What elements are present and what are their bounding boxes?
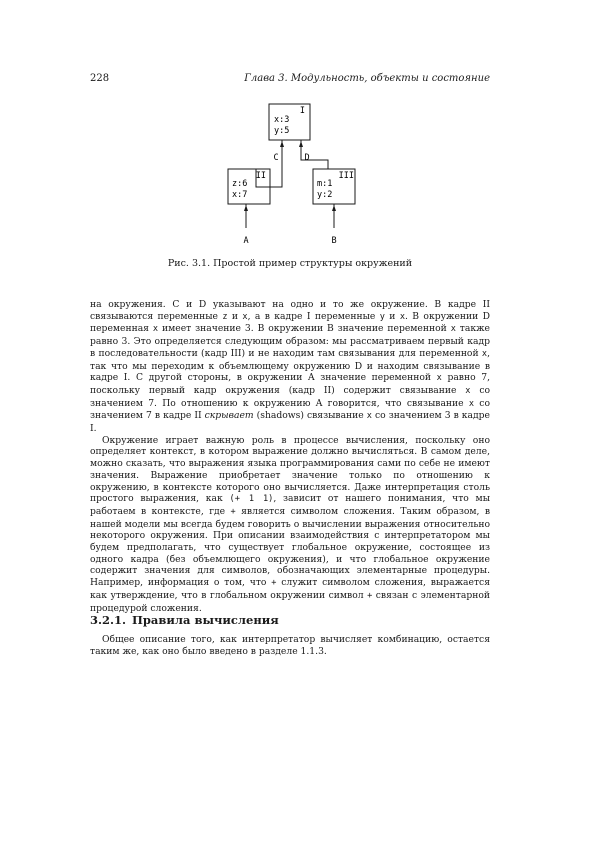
arrowhead-II-to-I xyxy=(280,141,284,147)
arrowhead-B xyxy=(332,205,336,211)
environment-diagram-svg xyxy=(220,100,380,250)
section-paragraph: Общее описание того, как интерпретатор вычисляет комбинацию, остается таким же, как оно было введено в разделе 1.1.3. xyxy=(90,634,490,657)
frame-I-binding-x: x:3 xyxy=(274,115,290,125)
paragraph-evaluation-context: Окружение играет важную роль в процессе вычисления, поскольку оно определяет контекст, в котором выражение должно вычисляться. В самом деле, можно сказать, что выражения языка программирования сами по себе не имеют значения. Выражение приобретает значение только по отношению к окружению, в контексте которого оно вычисляется. Даже интерпретация столь простого выражения, как (+ 1 1), зависит от нашего понимания, что мы работаем в контексте, где + является символом сложения. Таким образом, в нашей модели мы всегда будем говорить о вычислении выражения относительно некоторого окружения. При описании взаимодействия с интерпретатором мы будем предполагать, что существует глобальное окружение, состоящее из одного кадра (без объемлющего окружения), и что глобальное окружение содержит значения для символов, обозначающих элементарные процедуры. Например, информация о том, что + служит символом сложения, выражается как утверждение, что в глобальном окружении символ + связан с элементарной процедурой сложения. xyxy=(90,434,491,614)
pointer-label-C: C xyxy=(273,153,279,163)
pointer-label-D: D xyxy=(304,153,310,163)
frame-II-binding-z: z:6 xyxy=(232,179,248,189)
section-title: Правила вычисления xyxy=(132,613,279,627)
frame-II-label: II xyxy=(255,171,266,181)
pointer-label-B: B xyxy=(331,236,337,246)
page-header xyxy=(90,73,490,84)
section-heading xyxy=(90,613,490,627)
frame-III-binding-y: y:2 xyxy=(317,190,333,200)
frame-III-label: III xyxy=(338,171,354,181)
chapter-title: Глава 3. Модульность, объекты и состояние xyxy=(244,73,490,84)
arrowhead-III-to-I xyxy=(299,141,303,147)
figure-caption: Рис. 3.1. Простой пример структуры окружений xyxy=(167,258,413,269)
pointer-label-A: A xyxy=(243,236,249,246)
body-text xyxy=(90,299,490,614)
frame-I-binding-y: y:5 xyxy=(274,126,290,136)
paragraph-environments: на окружения. C и D указывают на одно и то же окружение. В кадре II связываются переменные z и x, а в кадре I переменные y и x. В окружении D переменная x имеет значение 3. В окружении B значение переменной x также равно 3. Это определяется следующим образом: мы рассматриваем первый кадр в последовательности (кадр III) и не находим там связывания для переменной x, так что мы переходим к объемлющему окружению D и находим связывание в кадре I. С другой стороны, в окружении A значение переменной x равно 7, поскольку первый кадр окружения (кадр II) содержит связывание x со значением 7. По отношению к окружению A говорится, что связывание x со значением 7 в кадре II скрывает (shadows) связывание x со значением 3 в кадре I. xyxy=(90,299,491,435)
section-number: 3.2.1. xyxy=(90,613,127,627)
frame-II-binding-x: x:7 xyxy=(232,190,248,200)
arrowhead-A xyxy=(244,205,248,211)
frame-I-label: I xyxy=(299,106,305,116)
page-number: 228 xyxy=(90,73,110,84)
environment-diagram xyxy=(220,100,380,250)
frame-III-binding-m: m:1 xyxy=(317,179,333,189)
